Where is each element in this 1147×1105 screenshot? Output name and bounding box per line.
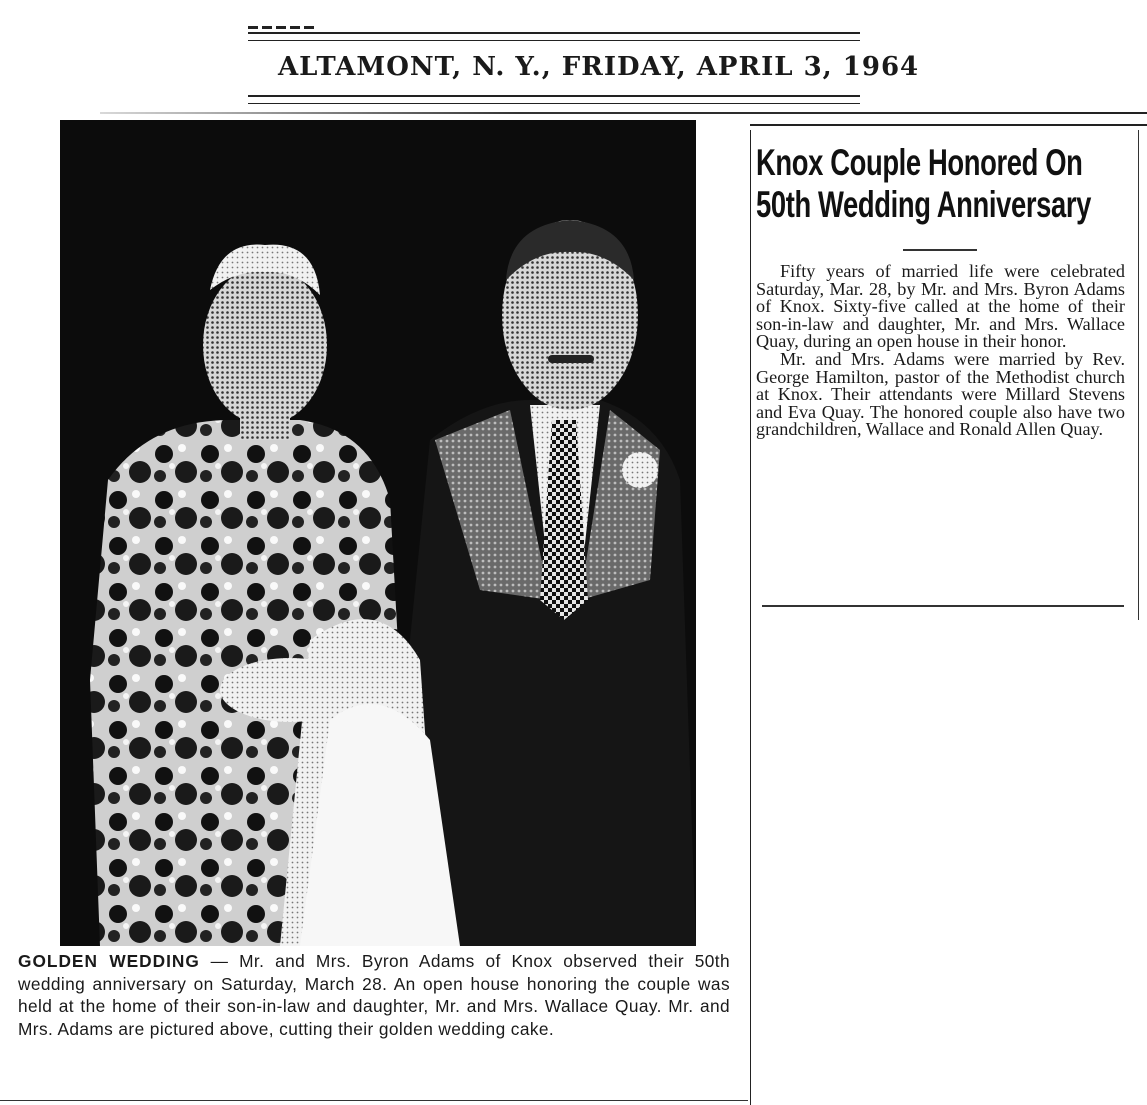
column-rule bbox=[1138, 130, 1139, 620]
column-top-rule bbox=[750, 124, 1147, 126]
article-body bbox=[756, 263, 1125, 439]
headline-divider bbox=[903, 249, 977, 251]
headline-line: 50th Wedding Anniversary bbox=[756, 184, 1091, 225]
masthead bbox=[248, 22, 920, 108]
masthead-dash-rule bbox=[248, 26, 318, 29]
headline-line: Knox Couple Honored On bbox=[756, 142, 1083, 183]
article-paragraph: Mr. and Mrs. Adams were married by Rev. George Hamilton, pastor of the Methodist church at Knox. Their attendants were Millard Stevens and Eva Quay. The honored couple also have two grandchildren, Wallace and Ronald Allen Quay. bbox=[756, 348, 1125, 440]
masthead-rule bbox=[248, 32, 860, 34]
masthead-rule bbox=[248, 40, 860, 41]
masthead-rule bbox=[248, 95, 860, 97]
article-end-rule bbox=[762, 605, 1124, 607]
dateline: ALTAMONT, N. Y., FRIDAY, APRIL 3, 1964 bbox=[278, 52, 920, 82]
article-paragraph: Fifty years of married life were celebrated Saturday, Mar. 28, by Mr. and Mrs. Byron Adams of Knox. Sixty-five called at the home of their son-in-law and daughter, Mr. and Mrs. Wallace Quay, during an open house in their honor. bbox=[756, 261, 1125, 352]
photograph-illustration bbox=[60, 120, 696, 946]
caption-lead: GOLDEN WEDDING bbox=[18, 951, 200, 971]
caption-bottom-rule bbox=[0, 1100, 748, 1101]
page-top-rule bbox=[100, 112, 1147, 114]
article-headline bbox=[756, 142, 1091, 226]
column-rule bbox=[750, 130, 751, 1105]
caption-text: — Mr. and Mrs. Byron Adams of Knox observed their 50th wedding anniversary on Saturday, March 28. An open house honoring the couple was held at the home of their son-in-law and daughter, Mr. and Mrs. Wallace Quay. Mr. and Mrs. Adams are pictured above, cutting their golden wedding cake. bbox=[18, 951, 730, 1039]
photograph bbox=[60, 120, 696, 946]
photo-caption bbox=[18, 950, 730, 1040]
masthead-rule bbox=[248, 103, 860, 104]
